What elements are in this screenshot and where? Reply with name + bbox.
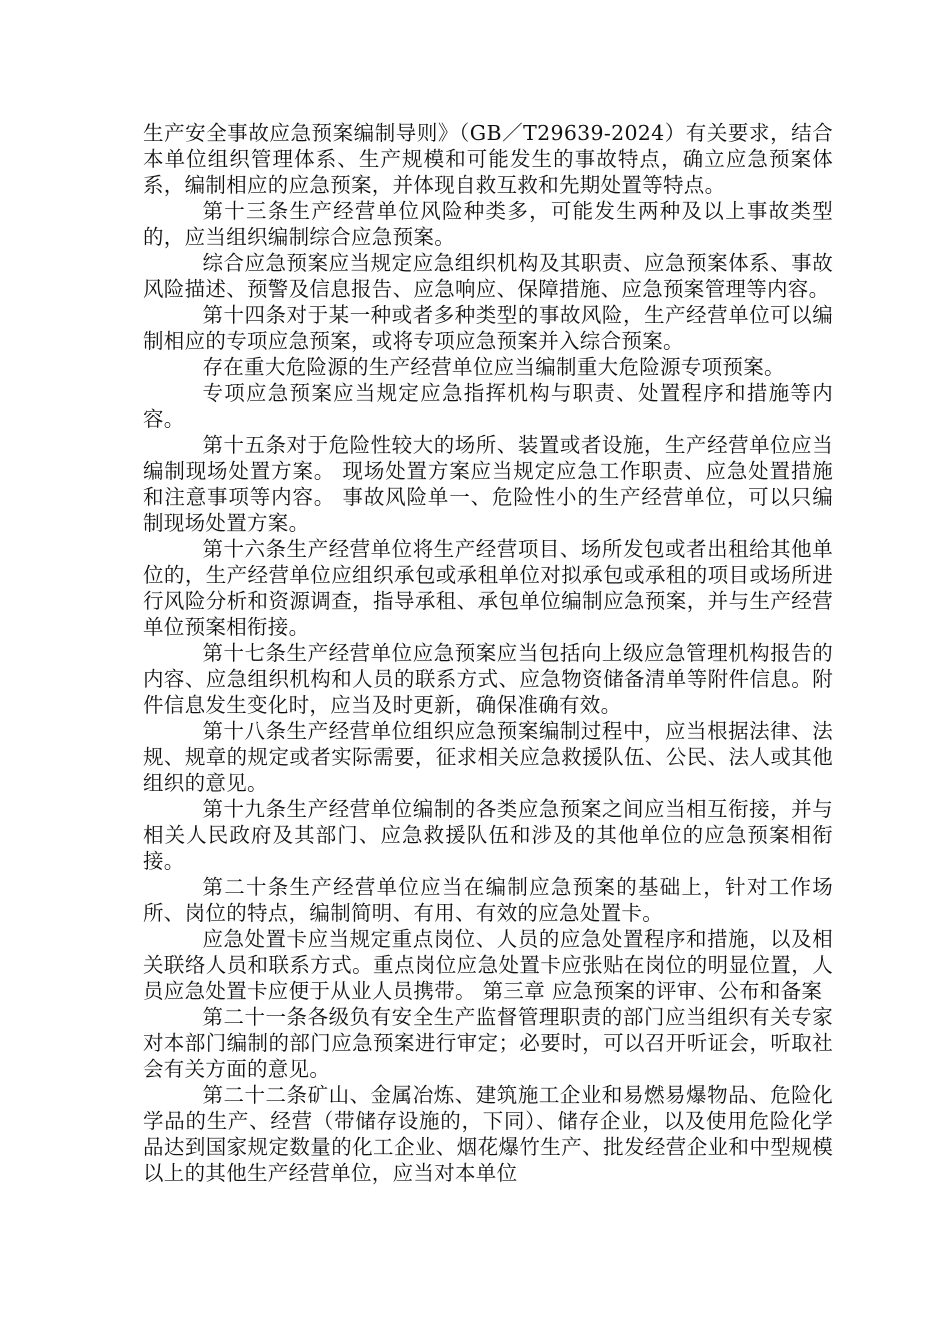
paragraph-article-18: 第十八条生产经营单位组织应急预案编制过程中，应当根据法律、法规、规章的规定或者实际需要，征求相关应急救援队伍、公民、法人或其他组织的意见。 bbox=[143, 719, 833, 795]
paragraph-article-20: 第二十条生产经营单位应当在编制应急预案的基础上，针对工作场所、岗位的特点，编制简明、有用、有效的应急处置卡。 bbox=[143, 875, 833, 925]
paragraph-special-plan: 专项应急预案应当规定应急指挥机构与职责、处置程序和措施等内容。 bbox=[143, 381, 833, 431]
paragraph-article-22: 第二十二条矿山、金属冶炼、建筑施工企业和易燃易爆物品、危险化学品的生产、经营（带储存设施的，下同）、储存企业，以及使用危险化学品达到国家规定数量的化工企业、烟花爆竹生产、批发经营企业和中型规模以上的其他生产经营单位，应当对本单位 bbox=[143, 1083, 833, 1185]
paragraph-disposal-card: 应急处置卡应当规定重点岗位、人员的应急处置程序和措施，以及相关联络人员和联系方式。重点岗位应急处置卡应张贴在岗位的明显位置，人员应急处置卡应便于从业人员携带。 第三章 应急预案的评审、公布和备案 bbox=[143, 927, 833, 1003]
paragraph-article-15: 第十五条对于危险性较大的场所、装置或者设施，生产经营单位应当编制现场处置方案。 现场处置方案应当规定应急工作职责、应急处置措施和注意事项等内容。 事故风险单一、危险性小的生产经营单位，可以只编制现场处置方案。 bbox=[143, 433, 833, 535]
paragraph-continuation: 生产安全事故应急预案编制导则》（GB／T29639-2024）有关要求，结合本单位组织管理体系、生产规模和可能发生的事故特点，确立应急预案体系，编制相应的应急预案，并体现自救互救和先期处置等特点。 bbox=[143, 121, 833, 197]
paragraph-article-21: 第二十一条各级负有安全生产监督管理职责的部门应当组织有关专家对本部门编制的部门应急预案进行审定；必要时，可以召开听证会，听取社会有关方面的意见。 bbox=[143, 1005, 833, 1081]
paragraph-article-19: 第十九条生产经营单位编制的各类应急预案之间应当相互衔接，并与相关人民政府及其部门、应急救援队伍和涉及的其他单位的应急预案相衔接。 bbox=[143, 797, 833, 873]
paragraph-article-16: 第十六条生产经营单位将生产经营项目、场所发包或者出租给其他单位的，生产经营单位应组织承包或承租单位对拟承包或承租的项目或场所进行风险分析和资源调查，指导承租、承包单位编制应急预案，并与生产经营单位预案相衔接。 bbox=[143, 537, 833, 639]
paragraph-article-14: 第十四条对于某一种或者多种类型的事故风险，生产经营单位可以编制相应的专项应急预案，或将专项应急预案并入综合预案。 bbox=[143, 303, 833, 353]
paragraph-major-hazard: 存在重大危险源的生产经营单位应当编制重大危险源专项预案。 bbox=[202, 355, 785, 379]
paragraph-comprehensive-plan: 综合应急预案应当规定应急组织机构及其职责、应急预案体系、事故风险描述、预警及信息报告、应急响应、保障措施、应急预案管理等内容。 bbox=[143, 251, 833, 301]
paragraph-article-13: 第十三条生产经营单位风险种类多，可能发生两种及以上事故类型的，应当组织编制综合应急预案。 bbox=[143, 199, 833, 249]
document-page bbox=[143, 120, 833, 1186]
paragraph-article-17: 第十七条生产经营单位应急预案应当包括向上级应急管理机构报告的内容、应急组织机构和人员的联系方式、应急物资储备清单等附件信息。附件信息发生变化时，应当及时更新，确保准确有效。 bbox=[143, 641, 833, 717]
